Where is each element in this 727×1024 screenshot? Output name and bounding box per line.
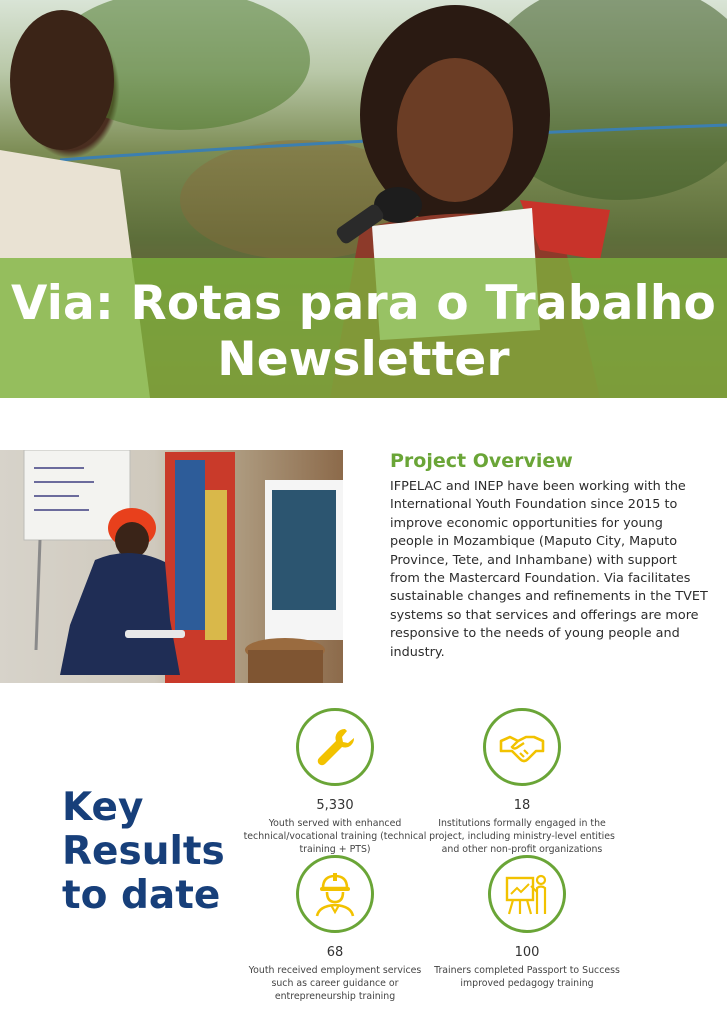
stat-value: 18: [513, 798, 531, 813]
title-line-2: Newsletter: [217, 332, 510, 387]
key-results-line: to date: [62, 873, 221, 918]
stat-institutions: [427, 708, 617, 856]
stat-trainers: [432, 855, 622, 990]
handshake-icon: [483, 708, 561, 786]
trainee-photo: [0, 450, 343, 683]
key-results-line: Key: [62, 785, 144, 830]
stat-value: 5,330: [316, 798, 354, 813]
worker-icon: [296, 855, 374, 933]
wrench-icon: [296, 708, 374, 786]
newsletter-title: [0, 276, 727, 388]
key-results-line: Results: [62, 829, 225, 874]
stat-description: Youth served with enhanced technical/vocational training (technical training + PTS): [243, 818, 427, 855]
hero-banner: [0, 0, 727, 398]
stat-description: Trainers completed Passport to Success improved pedagogy training: [434, 965, 620, 989]
project-overview-heading: Project Overview: [390, 450, 573, 472]
trainer-icon: [488, 855, 566, 933]
stat-value: 68: [326, 945, 344, 960]
key-results-title: [62, 786, 225, 918]
stat-description: Institutions formally engaged in the project, including ministry-level entities and other non-profit organizations: [429, 818, 615, 855]
stat-employment-services: [240, 855, 430, 1003]
project-overview-body: IFPELAC and INEP have been working with the International Youth Foundation since 2015 to improve economic opportunities for young people in Mozambique (Maputo City, Maputo Province, Tete, and Inhambane) with support from the Mastercard Foundation. Via facilitates sustainable changes and refinements in the TVET systems so that services and offerings are more responsive to the needs of young people and industry.: [390, 479, 708, 660]
stat-value: 100: [514, 945, 540, 960]
stat-description: Youth received employment services such as career guidance or entrepreneurship training: [248, 965, 422, 1002]
stat-youth-trained: [240, 708, 430, 856]
title-line-1: Via: Rotas para o Trabalho: [10, 276, 716, 331]
